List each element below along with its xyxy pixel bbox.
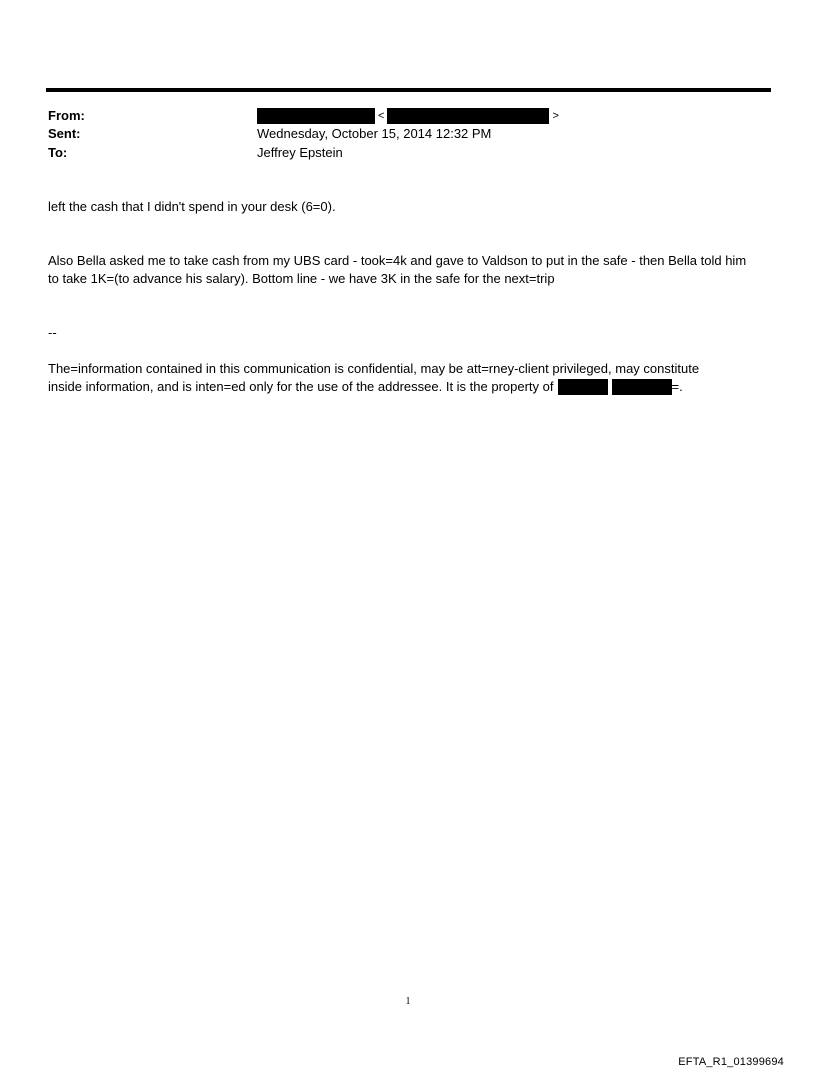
body-paragraph-2-line-1: Also Bella asked me to take cash from my UBS card - took=4k and gave to Valdson to put in the safe - then Bella told him	[48, 253, 747, 268]
disclaimer-line-1: The=information contained in this communication is confidential, may be att=rney-client privileged, may constitute	[48, 361, 700, 376]
from-close-bracket: >	[552, 110, 559, 122]
to-label: To:	[48, 145, 68, 160]
document-id: EFTA_R1_01399694	[678, 1056, 784, 1068]
sent-label: Sent:	[48, 126, 81, 141]
body-paragraph-2-line-2: to take 1K=(to advance his salary). Bottom line - we have 3K in the safe for the next=trip	[48, 271, 555, 286]
disclaimer-line-2-text: inside information, and is inten=ed only for the use of the addressee. It is the property of	[48, 379, 554, 394]
page-number: 1	[405, 996, 411, 1007]
redacted-sender-email	[387, 108, 549, 124]
redacted-owner-first	[558, 379, 608, 395]
sent-value: Wednesday, October 15, 2014 12:32 PM	[257, 126, 492, 141]
from-value	[257, 108, 562, 124]
disclaimer-line-2	[48, 378, 778, 396]
signature-separator: --	[48, 325, 57, 340]
from-open-bracket: <	[378, 110, 385, 122]
redacted-sender-name	[257, 108, 375, 124]
disclaimer-end: =.	[671, 379, 683, 394]
from-label: From:	[48, 108, 85, 123]
to-value: Jeffrey Epstein	[257, 145, 343, 160]
header-rule	[46, 88, 771, 92]
body-paragraph-1: left the cash that I didn't spend in your desk (6=0).	[48, 199, 336, 214]
redacted-owner-last	[612, 379, 672, 395]
